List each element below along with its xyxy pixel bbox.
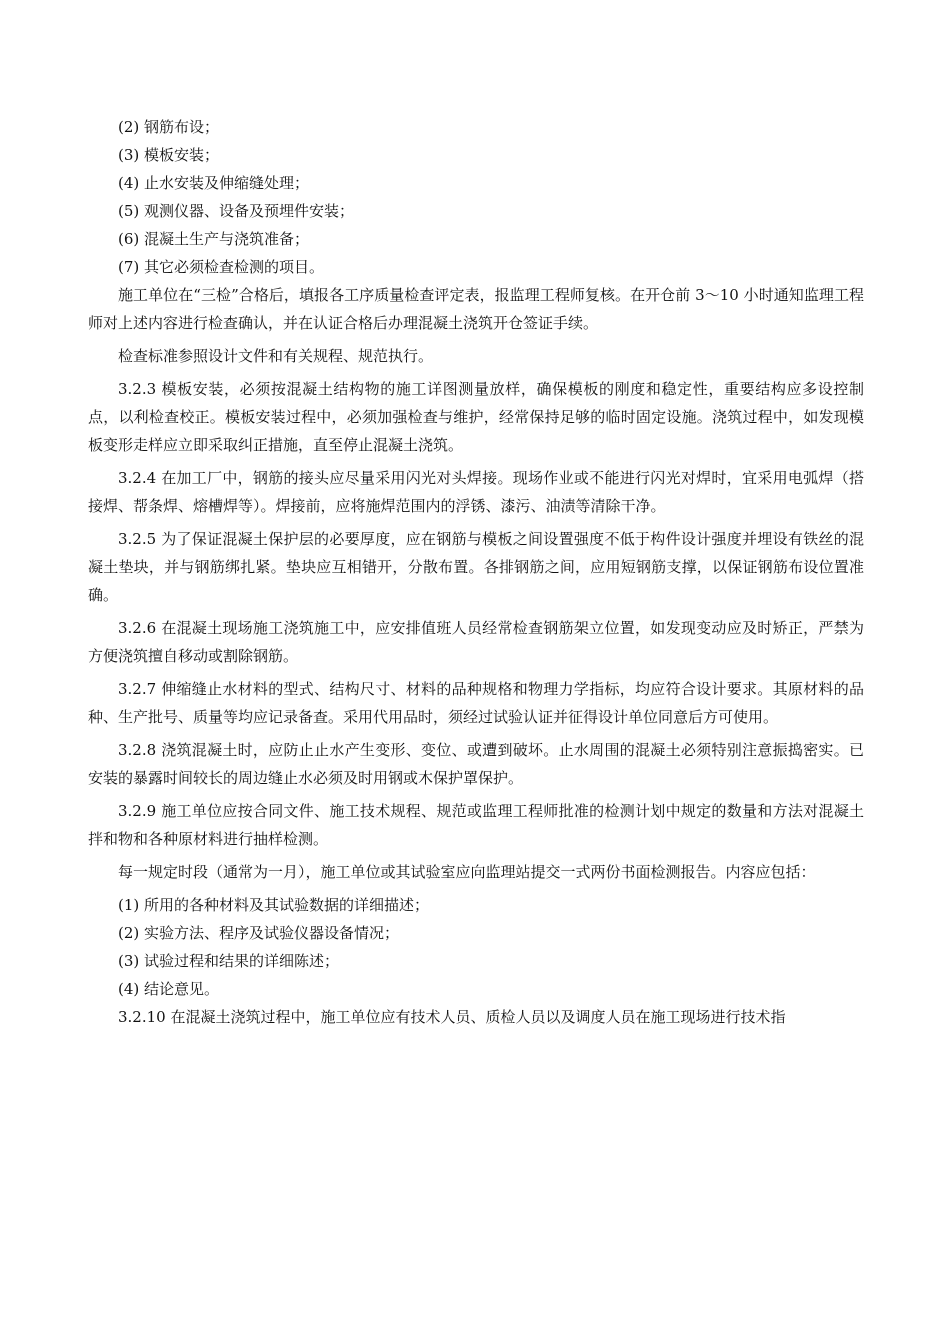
paragraph-3-2-7: 3.2.7 伸缩缝止水材料的型式、结构尺寸、材料的品种规格和物理力学指标，均应符合设计要求。其原材料的品种、生产批号、质量等均应记录备查。采用代用品时，须经过试验认证并征得设计单位同意后方可使用。 (88, 680, 864, 726)
document-body (88, 113, 864, 1036)
list-item: (3) 模板安装； (118, 146, 220, 164)
paragraph-3-2-4: 3.2.4 在加工厂中，钢筋的接头应尽量采用闪光对头焊接。现场作业或不能进行闪光对焊时，宜采用电弧焊（搭接焊、帮条焊、熔槽焊等）。焊接前，应将施焊范围内的浮锈、漆污、油渍等清除干净。 (88, 469, 864, 515)
list-item: (4) 止水安装及伸缩缝处理； (118, 174, 310, 192)
paragraph-3-2-9: 3.2.9 施工单位应按合同文件、施工技术规程、规范或监理工程师批准的检测计划中规定的数量和方法对混凝土拌和物和各种原材料进行抽样检测。 (88, 802, 864, 848)
paragraph-three-checks: 施工单位在“三检”合格后，填报各工序质量检查评定表，报监理工程师复核。在开仓前 3～10 小时通知监理工程师对上述内容进行检查确认，并在认证合格后办理混凝土浇筑开仓签证手续。 (88, 286, 864, 332)
paragraph-3-2-8: 3.2.8 浇筑混凝土时，应防止止水产生变形、变位、或遭到破坏。止水周围的混凝土必须特别注意振捣密实。已安装的暴露时间较长的周边缝止水必须及时用钢或木保护罩保护。 (88, 741, 864, 787)
paragraph-3-2-3: 3.2.3 模板安装，必须按混凝土结构物的施工详图测量放样，确保模板的刚度和稳定性，重要结构应多设控制点，以利检查校正。模板安装过程中，必须加强检查与维护，经常保持足够的临时固定设施。浇筑过程中，如发现模板变形走样应立即采取纠正措施，直至停止混凝土浇筑。 (88, 380, 864, 454)
list-item: (2) 钢筋布设； (118, 118, 220, 136)
paragraph-3-2-10: 3.2.10 在混凝土浇筑过程中，施工单位应有技术人员、质检人员以及调度人员在施工现场进行技术指 (118, 1008, 786, 1026)
list-item: (1) 所用的各种材料及其试验数据的详细描述； (118, 896, 430, 914)
list-item: (3) 试验过程和结果的详细陈述； (118, 952, 340, 970)
list-item: (4) 结论意见。 (118, 980, 220, 998)
list-item: (6) 混凝土生产与浇筑准备； (118, 230, 310, 248)
paragraph-monthly-report: 每一规定时段（通常为一月），施工单位或其试验室应向监理站提交一式两份书面检测报告。内容应包括： (118, 863, 816, 881)
paragraph-inspection-standard: 检查标准参照设计文件和有关规程、规范执行。 (118, 347, 434, 365)
paragraph-3-2-6: 3.2.6 在混凝土现场施工浇筑施工中，应安排值班人员经常检查钢筋架立位置，如发现变动应及时矫正，严禁为方便浇筑擅自移动或割除钢筋。 (88, 619, 864, 665)
list-item: (5) 观测仪器、设备及预埋件安装； (118, 202, 355, 220)
list-item: (7) 其它必须检查检测的项目。 (118, 258, 325, 276)
list-item: (2) 实验方法、程序及试验仪器设备情况； (118, 924, 400, 942)
paragraph-3-2-5: 3.2.5 为了保证混凝土保护层的必要厚度，应在钢筋与模板之间设置强度不低于构件设计强度并埋设有铁丝的混凝土垫块，并与钢筋绑扎紧。垫块应互相错开，分散布置。各排钢筋之间，应用短钢筋支撑，以保证钢筋布设位置准确。 (88, 530, 864, 604)
